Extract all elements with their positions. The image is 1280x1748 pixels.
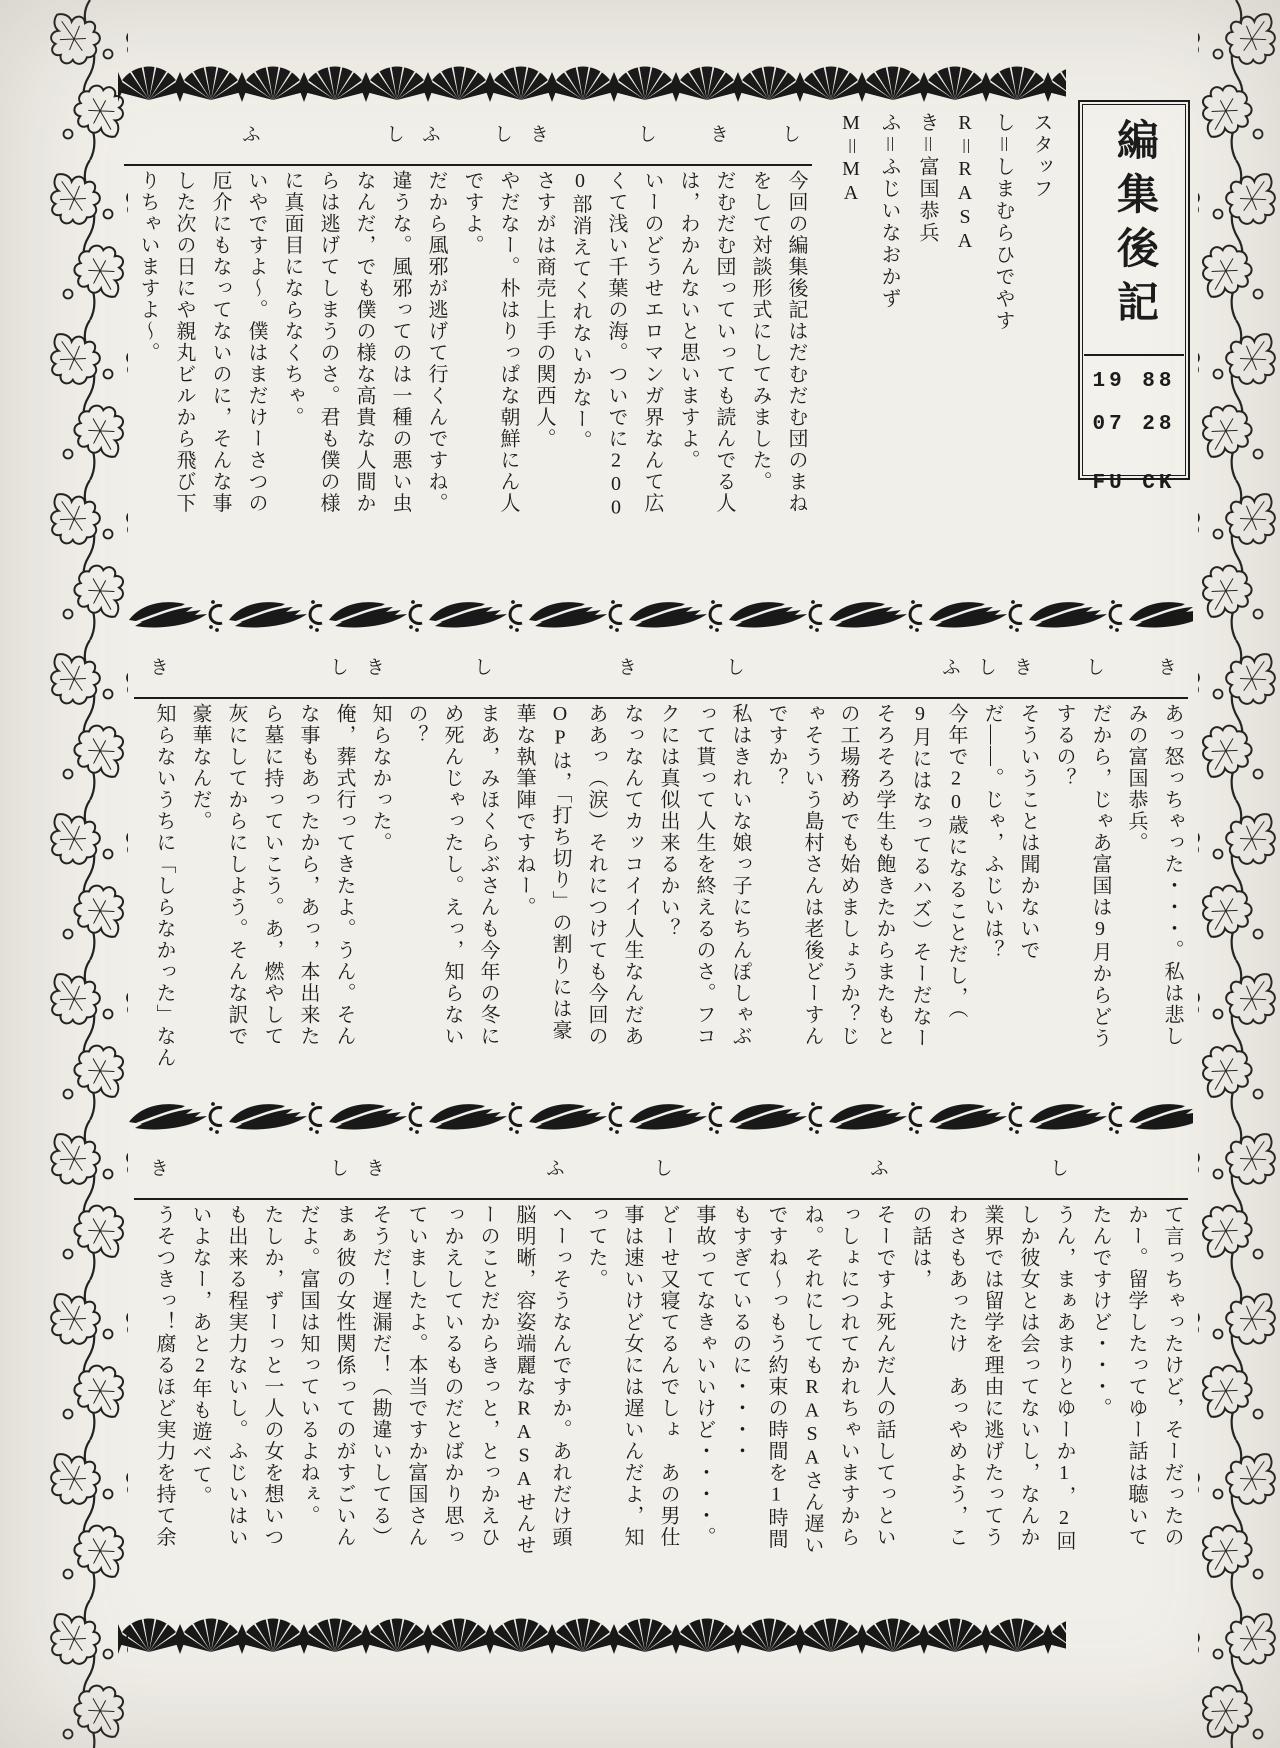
- speaker-label: き: [363, 657, 384, 678]
- speaker-label: し: [1083, 657, 1104, 678]
- utterance: [1046, 645, 1118, 1087]
- utterance-text: うん，まぁあまりとゆーか1，2回 しか彼女とは会ってないし，なんか 業界では留学を理由に逃げたってう わさもあったけ あっやめよう，こ の話は，: [909, 1204, 1075, 1552]
- speaker-label: し: [327, 1158, 348, 1179]
- speaker-label: ふ: [939, 657, 960, 678]
- utterance-text: 今年で20歳になることだし，（ 9月にはなってるハズ）そーだなー そろそろ学生も飽きたからまたもと の工場務めでも始めましょうか？じ ゃそういう島村さんは老後どーすん ですか？: [765, 703, 967, 1049]
- utterance-text: だから風邪が逃げて行くんですね。: [425, 170, 447, 514]
- utterance-text: なっなんてカッコイイ人生なんだあ ああっ（涙）それにつけても今回の OPは，「打ち切り」の割りには豪 華な執筆陣ですねー。: [513, 703, 643, 1047]
- speaker-label: し: [471, 657, 492, 678]
- utterance: [454, 112, 526, 542]
- speaker-label: き: [1155, 657, 1176, 678]
- utterance: [1010, 645, 1046, 1087]
- speaker-label: ふ: [867, 1158, 888, 1179]
- utterance-text: て言っちゃったけど，そーだったの かー。留学したってゆー話は聴いて たんですけど・・・。: [1089, 1204, 1183, 1548]
- utterance-text: 違うな。風邪ってのは一種の悪い虫 なんだ，でも僕の様な高貴な人間か らは逃げてしまうのさ。君も僕の様 に真面目にならなくちゃ。: [281, 170, 411, 514]
- utterance: [974, 645, 1010, 1087]
- utterance-text: いーのどうせエロマンガ界なんて広 くて浅い千葉の海。ついでに200 0部消えてくれないかなー。: [569, 170, 663, 520]
- utterance: [1118, 645, 1190, 1087]
- utterance: [758, 645, 974, 1087]
- staff-list: スタッフ し＝しまむらひでやす R＝RASA き＝富国恭兵 ふ＝ふじいなおかず M＝MA: [840, 112, 1052, 332]
- utterance: [686, 1146, 902, 1578]
- right-vine-border: [1198, 0, 1276, 1748]
- bottom-fan-band: [118, 1598, 1066, 1660]
- utterance-text: 知らなかった。: [369, 703, 391, 854]
- speaker-label: き: [615, 657, 636, 678]
- top-fan-band: [118, 46, 1066, 102]
- left-vine-border: [50, 0, 128, 1748]
- title-box-divider: [1084, 354, 1184, 356]
- utterance: [650, 645, 758, 1087]
- date-block: [1080, 370, 1188, 495]
- speaker-label: ふ: [543, 1158, 564, 1179]
- utterance: [182, 1146, 362, 1578]
- utterance-text: あっ怒っちゃった・・・。私は悲し みの富国恭兵。: [1125, 703, 1183, 1047]
- utterance-text: そうだ！遅漏だ！（勘違いしてる）: [369, 1204, 391, 1548]
- utterance: [670, 112, 742, 542]
- utterance-text: まあ，みほくらぶさんも今年の冬に め死んじゃったし。えっ，知らない の？: [405, 703, 499, 1047]
- date-monthday: 07 28: [1092, 413, 1176, 436]
- dialog-section-3: [132, 1146, 1190, 1578]
- speaker-label: き: [363, 1158, 384, 1179]
- utterance: [562, 112, 670, 542]
- utterance-text: 私はきれいな娘っ子にちんぽしゃぶ って貰って人生を終えるのさ。フコ クには真似出来るかい？: [657, 703, 751, 1047]
- utterance-text: だから，じゃあ富国は9月からどう するの？: [1053, 703, 1111, 1049]
- speaker-label: し: [723, 657, 744, 678]
- speaker-label: き: [527, 124, 548, 145]
- speaker-label: し: [491, 124, 512, 145]
- page-title: 編集後記: [1111, 118, 1157, 334]
- utterance: [418, 112, 454, 542]
- utterance: [742, 112, 814, 542]
- utterance-text: まぁ彼の女性関係ってのがすごいん だよ。富国は知っているよねぇ。 たしか，ずーっと一人の女を想いつ も出来る程実力ないし。ふじいはい いよなー，あと2年も遊べて。: [189, 1204, 355, 1548]
- utterance: [362, 1146, 398, 1578]
- utterance: [398, 645, 506, 1087]
- utterance-text: だむだむ団っていっても読んでる人 は，わかんないと思いますよ。: [677, 170, 735, 514]
- speaker-label: き: [707, 124, 728, 145]
- utterance-text: 今回の編集後記はだむだむ団のまね をして対談形式にしてみました。: [749, 170, 807, 514]
- speaker-label: ふ: [419, 124, 440, 145]
- title-box: [1078, 100, 1190, 495]
- speaker-label: し: [635, 124, 656, 145]
- utterance-text: いやですよ～。僕はまだけーさつの 厄介にもなってないのに，そんな事 した次の日にや親丸ビルから飛び下 りちゃいますよ～。: [137, 170, 267, 514]
- speaker-label: し: [779, 124, 800, 145]
- section-divider-ornament-2: [125, 1098, 1193, 1136]
- dialog-section-1: [122, 112, 814, 542]
- utterance-text: 知らないうちに「しらなかった」なん: [153, 703, 175, 1069]
- date-year: 19 88: [1092, 370, 1176, 393]
- utterance: [1082, 1146, 1190, 1578]
- speaker-label: し: [327, 657, 348, 678]
- utterance-text: どーせ又寝てるんでしょ あの男仕 事は速いけど女には遅いんだよ，知 ってた。: [585, 1204, 679, 1548]
- utterance: [182, 645, 362, 1087]
- utterance: [526, 112, 562, 542]
- utterance-text: 俺，葬式行ってきたよ。うん。そん な事もあったから，あっ，本出来た ら墓に持っていこう。あ，燃やして 灰にしてからにしよう。そんな訳で 豪華なんだ。: [189, 703, 355, 1047]
- utterance: [146, 645, 182, 1087]
- utterance-text: へーっそうなんですか。あれだけ頭 脳明晰，容姿端麗なRASAせんせ ーのことだからきっと，とっかえひ っかえしているものだとばかり思っ ていましたよ。本当ですか富国さん: [405, 1204, 571, 1556]
- utterance-text: やだなー。朴はりっぱな朝鮮にん人 ですよ。: [461, 170, 519, 514]
- utterance: [578, 1146, 686, 1578]
- speaker-label: き: [1011, 657, 1032, 678]
- utterance-text: さすがは商売上手の関西人。: [533, 170, 555, 450]
- speaker-label: し: [975, 657, 996, 678]
- section-divider-ornament-1: [125, 596, 1193, 634]
- utterance-text: そーですよ死んだ人の話してっとい っしょにつれてかれちゃいますから ね。それにしてもRASAさん遅い ですね～っもう約束の時間を1時間 もすぎているのに・・・・ 事故ってなきゃいいけど・・・・。: [693, 1204, 895, 1556]
- utterance: [902, 1146, 1082, 1578]
- utterance: [362, 645, 398, 1087]
- utterance-text: うそつきっ！腐るほど実力を持て余: [153, 1204, 175, 1548]
- speaker-label: し: [651, 1158, 672, 1179]
- utterance-text: だ――。じゃ，ふじいは？: [981, 703, 1003, 961]
- speaker-label: き: [147, 1158, 168, 1179]
- date-caption: FU CK: [1092, 472, 1176, 495]
- utterance: [130, 112, 274, 542]
- speaker-label: し: [383, 124, 404, 145]
- speaker-label: ふ: [239, 124, 260, 145]
- utterance: [274, 112, 418, 542]
- speaker-label: し: [1047, 1158, 1068, 1179]
- utterance: [398, 1146, 578, 1578]
- dialog-section-2: [132, 645, 1190, 1087]
- speaker-label: き: [147, 657, 168, 678]
- utterance: [506, 645, 650, 1087]
- utterance: [146, 1146, 182, 1578]
- utterance-text: そういうことは聞かないで: [1017, 703, 1039, 961]
